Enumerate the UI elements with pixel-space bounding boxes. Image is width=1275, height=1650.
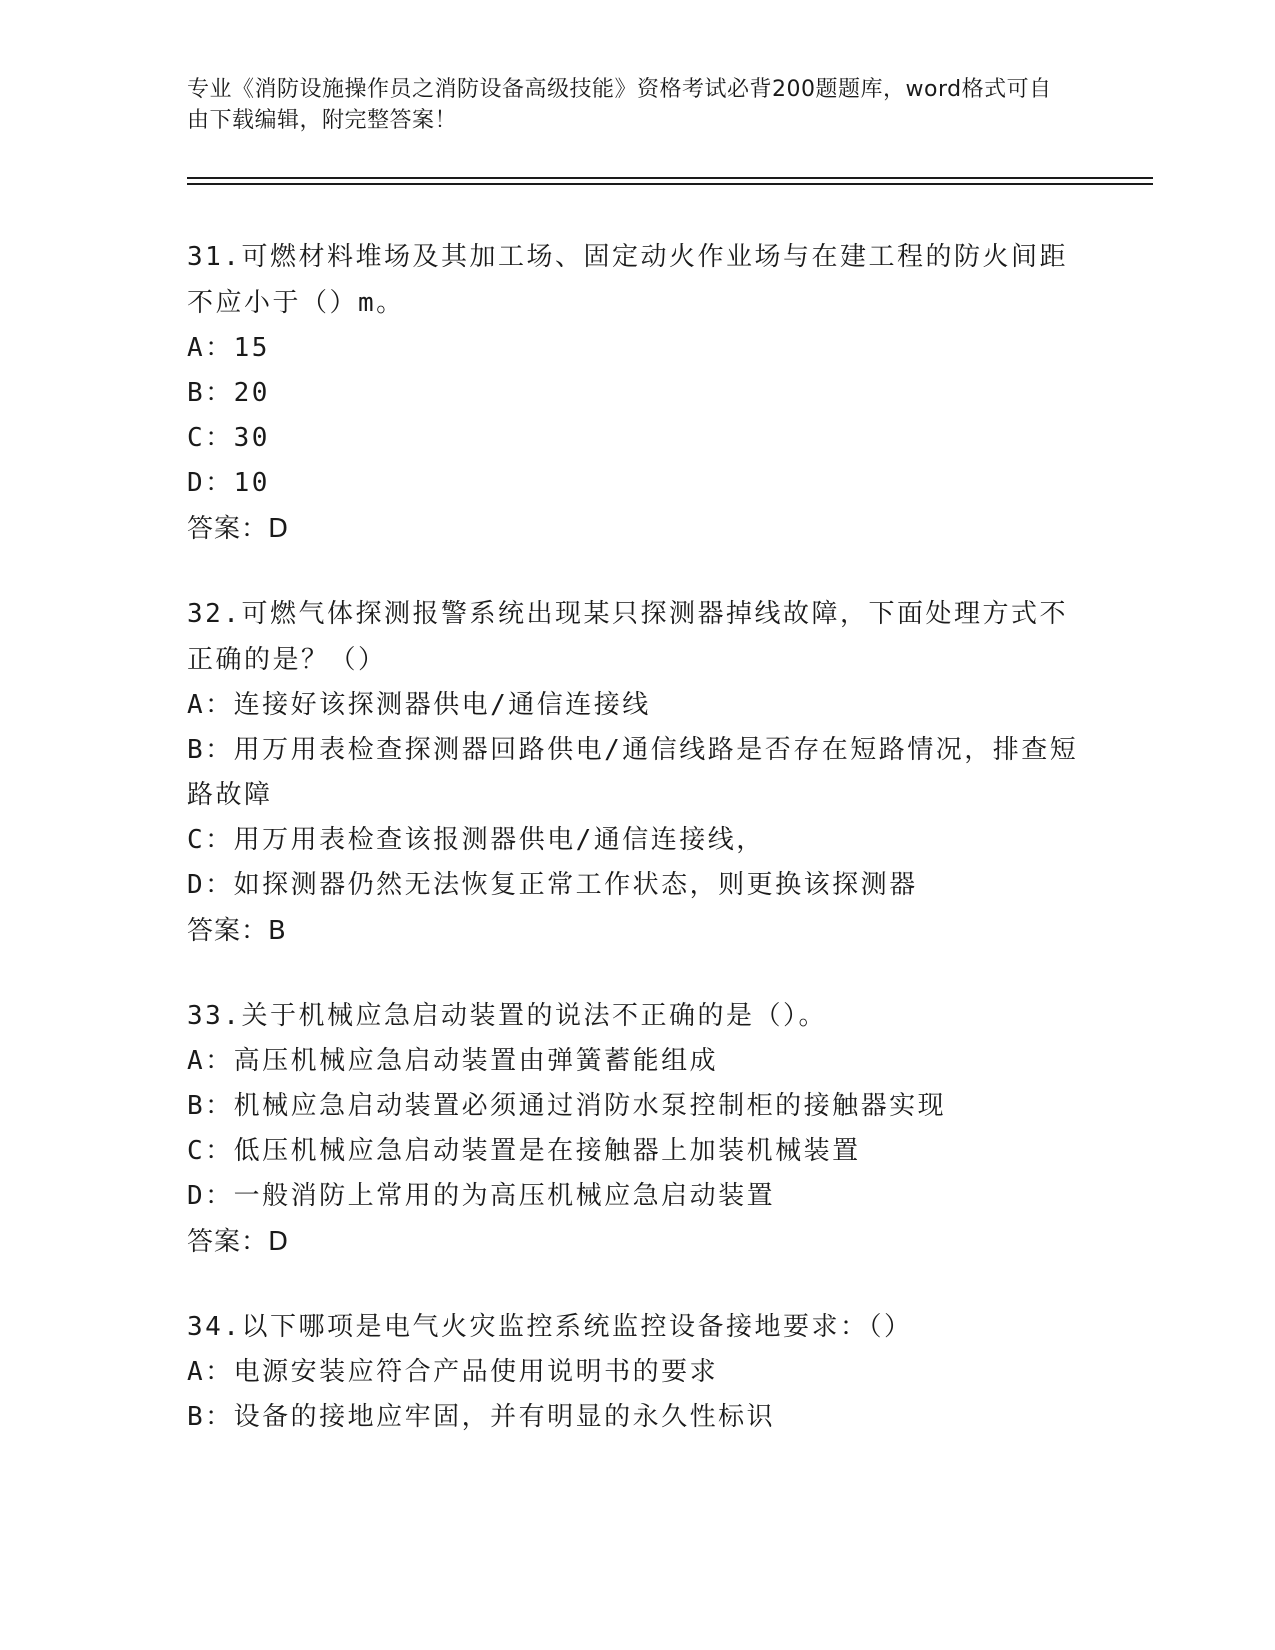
question-option-a: A：连接好该探测器供电/通信连接线 xyxy=(187,690,651,720)
question-31 xyxy=(187,234,1087,552)
question-32 xyxy=(187,591,1087,954)
question-option-a: A：高压机械应急启动装置由弹簧蓄能组成 xyxy=(187,1046,719,1076)
question-option-c: C：30 xyxy=(187,423,270,453)
question-stem: 34.以下哪项是电气火灾监控系统监控设备接地要求：（） xyxy=(187,1312,913,1342)
question-34 xyxy=(187,1304,1087,1440)
question-option-c: C：用万用表检查该报测器供电/通信连接线， xyxy=(187,825,765,855)
question-option-c: C：低压机械应急启动装置是在接触器上加装机械装置 xyxy=(187,1136,861,1166)
question-option-d: D：一般消防上常用的为高压机械应急启动装置 xyxy=(187,1181,776,1211)
question-33 xyxy=(187,993,1087,1265)
question-stem: 33.关于机械应急启动装置的说法不正确的是（）。 xyxy=(187,1001,827,1031)
question-answer: 答案：D xyxy=(187,514,290,544)
question-answer: 答案：B xyxy=(187,916,287,946)
question-option-d: D：10 xyxy=(187,468,270,498)
question-option-b: B：机械应急启动装置必须通过消防水泵控制柜的接触器实现 xyxy=(187,1091,947,1121)
question-answer: 答案：D xyxy=(187,1227,290,1257)
document-header-intro: 专业《消防设施操作员之消防设备高级技能》资格考试必背200题题库，word格式可自由下载编辑，附完整答案！ xyxy=(187,77,1052,133)
question-stem: 31.可燃材料堆场及其加工场、固定动火作业场与在建工程的防火间距不应小于（）m。 xyxy=(187,242,1068,318)
header-divider-bottom xyxy=(187,183,1153,185)
question-option-b: B：用万用表检查探测器回路供电/通信线路是否存在短路情况，排查短路故障 xyxy=(187,735,1079,810)
question-option-b: B：设备的接地应牢固，并有明显的永久性标识 xyxy=(187,1402,776,1432)
question-stem: 32.可燃气体探测报警系统出现某只探测器掉线故障，下面处理方式不正确的是？（） xyxy=(187,599,1068,675)
question-option-a: A：15 xyxy=(187,333,270,363)
question-option-d: D：如探测器仍然无法恢复正常工作状态，则更换该探测器 xyxy=(187,870,918,900)
question-option-a: A：电源安装应符合产品使用说明书的要求 xyxy=(187,1357,719,1387)
question-list xyxy=(187,234,1087,1479)
question-option-b: B：20 xyxy=(187,378,270,408)
header-divider-top xyxy=(187,177,1153,179)
